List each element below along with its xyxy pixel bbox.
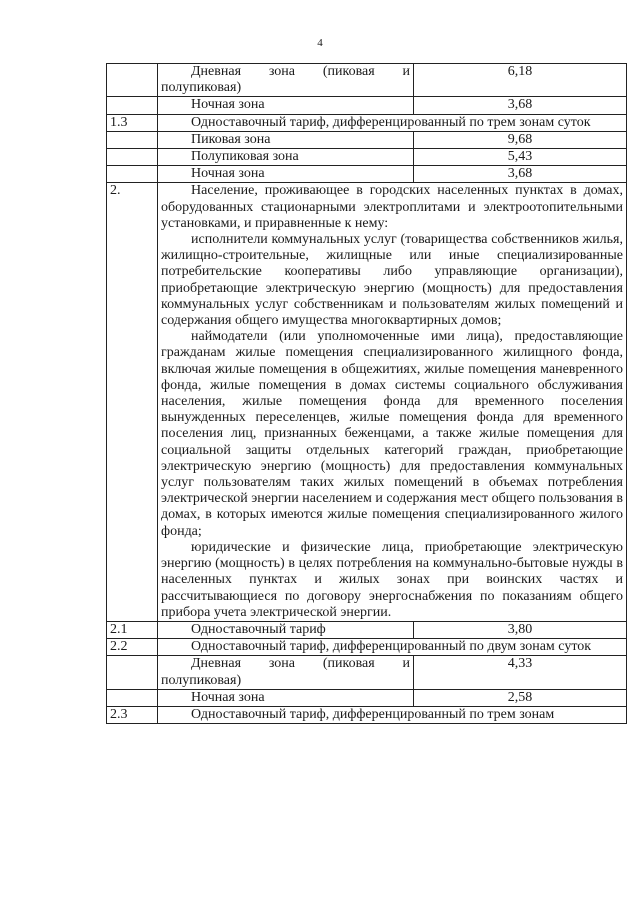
row-number: 1.3 bbox=[107, 114, 158, 131]
row-text: Пиковая зона bbox=[158, 131, 414, 148]
table-row bbox=[107, 621, 627, 638]
table-row bbox=[107, 131, 627, 148]
tariff-value: 5,43 bbox=[414, 149, 627, 166]
row-number bbox=[107, 64, 158, 97]
tariff-value: 9,68 bbox=[414, 131, 627, 148]
paragraph: наймодатели (или уполномоченные ими лица), предоставляющие гражданам жилые помещения специализированного жилищного фонда, включая жилые помещения в общежитиях, жилые помещения маневренного фонда, жилые помещения в домах системы социального обслуживания населения, жилые помещения фонда для временного поселения вынужденных переселенцев, жилые помещения фонда для временного поселения лиц, признанных беженцами, а также жилые помещения для социальной защиты отдельных категорий граждан, приобретающие электрическую энергию (мощность) для предоставления коммунальных услуг пользователям таких жилых помещений в объемах потребления электрической энергии населением и содержания мест общего пользования в домах, в которых имеются жилые помещения специализированного жилого фонда; bbox=[161, 329, 623, 539]
row-number bbox=[107, 656, 158, 689]
tariff-value: 2,58 bbox=[414, 689, 627, 706]
table-row bbox=[107, 639, 627, 656]
category-description bbox=[158, 183, 627, 621]
table-row bbox=[107, 166, 627, 183]
table-row bbox=[107, 149, 627, 166]
page-number: 4 bbox=[317, 37, 323, 49]
table-row bbox=[107, 183, 627, 621]
table-row bbox=[107, 114, 627, 131]
row-text: Одноставочный тариф, дифференцированный по трем зонам суток bbox=[158, 114, 627, 131]
tariff-value: 3,80 bbox=[414, 621, 627, 638]
tariff-table bbox=[106, 63, 627, 724]
row-text: Полупиковая зона bbox=[158, 149, 414, 166]
row-number bbox=[107, 131, 158, 148]
tariff-value: 3,68 bbox=[414, 166, 627, 183]
row-text: Одноставочный тариф, дифференцированный по двум зонам суток bbox=[158, 639, 627, 656]
row-text: Одноставочный тариф, дифференцированный по трем зонам bbox=[158, 706, 627, 723]
table-row bbox=[107, 97, 627, 114]
paragraph: Население, проживающее в городских населенных пунктах в домах, оборудованных стационарными электроплитами и электроотопительными установками, и приравненные к нему: bbox=[161, 183, 623, 231]
row-number bbox=[107, 97, 158, 114]
table-row bbox=[107, 656, 627, 689]
row-number: 2. bbox=[107, 183, 158, 621]
table-row bbox=[107, 706, 627, 723]
table-row bbox=[107, 64, 627, 97]
tariff-value: 6,18 bbox=[414, 64, 627, 97]
row-number: 2.2 bbox=[107, 639, 158, 656]
row-number bbox=[107, 166, 158, 183]
paragraph: юридические и физические лица, приобретающие электрическую энергию (мощность) в целях потребления на коммунально-бытовые нужды в населенных пунктах и жилых зонах при воинских частях и рассчитывающиеся по договору энергоснабжения по показаниям общего прибора учета электрической энергии. bbox=[161, 539, 623, 620]
row-text: Ночная зона bbox=[158, 166, 414, 183]
paragraph: исполнители коммунальных услуг (товарищества собственников жилья, жилищно-строительные, жилищные или иные специализированные потребительские кооперативы либо управляющие организации), приобретающие электрическую энергию (мощность) для предоставления коммунальных услуг собственникам и пользователям жилых помещений и содержания общего имущества многоквартирных домов; bbox=[161, 232, 623, 329]
row-number: 2.3 bbox=[107, 706, 158, 723]
tariff-value: 3,68 bbox=[414, 97, 627, 114]
row-text: Ночная зона bbox=[158, 689, 414, 706]
row-number bbox=[107, 689, 158, 706]
row-text: Дневная зона (пиковая и полупиковая) bbox=[158, 64, 414, 97]
row-number: 2.1 bbox=[107, 621, 158, 638]
row-text: Дневная зона (пиковая и полупиковая) bbox=[158, 656, 414, 689]
tariff-value: 4,33 bbox=[414, 656, 627, 689]
row-text: Одноставочный тариф bbox=[158, 621, 414, 638]
row-text: Ночная зона bbox=[158, 97, 414, 114]
row-number bbox=[107, 149, 158, 166]
table-row bbox=[107, 689, 627, 706]
